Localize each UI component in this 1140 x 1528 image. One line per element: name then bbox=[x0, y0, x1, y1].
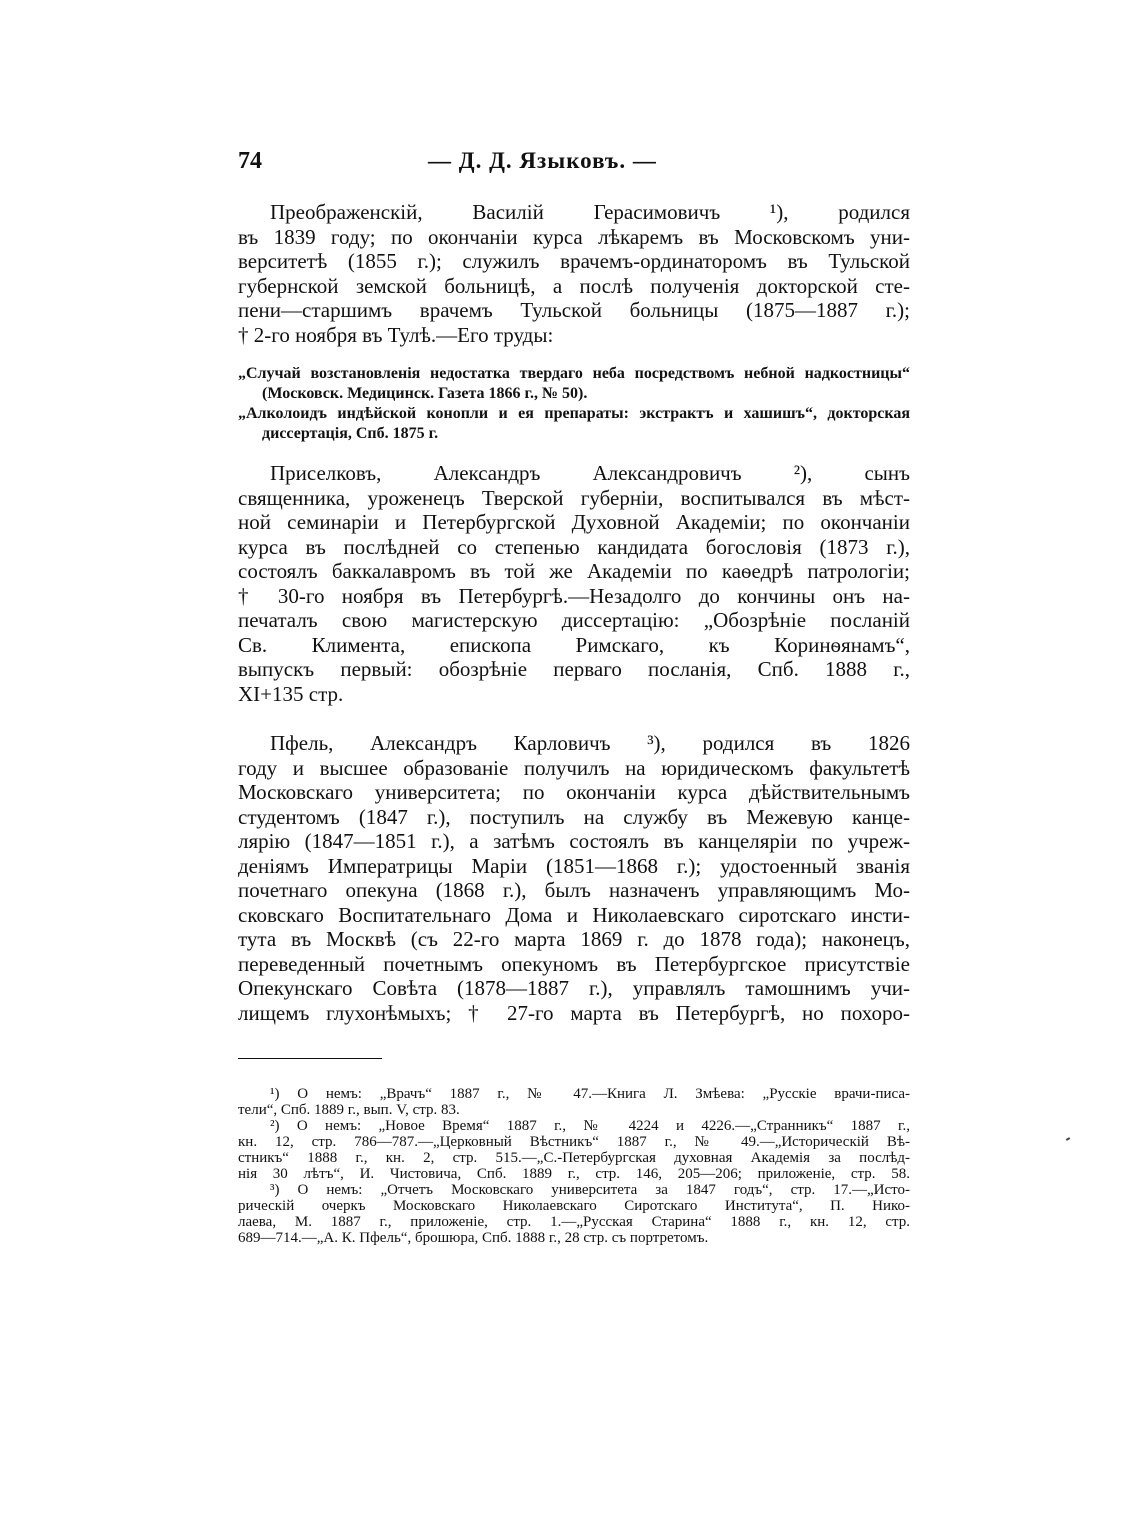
footnote-line: ³) О немъ: „Отчетъ Московскаго университета за 1847 годъ“, стр. 17.—„Исто- bbox=[270, 1182, 910, 1198]
works-list bbox=[238, 364, 910, 444]
footnote-line: нія 30 лѣтъ“, И. Чистовича, Спб. 1889 г., стр. 146, 205—206; приложеніе, стр. 58. bbox=[238, 1166, 910, 1182]
text-line: выпускъ первый: обозрѣніе перваго посланія, Спб. 1888 г., bbox=[238, 657, 910, 681]
page-header bbox=[238, 148, 918, 182]
text-line: Опекунскаго Совѣта (1878—1887 г.), управлялъ тамошнимъ учи- bbox=[238, 976, 910, 1000]
text-line: Св. Климента, епископа Римскаго, къ Коринѳянамъ“, bbox=[238, 632, 910, 657]
text-line: XI+135 стр. bbox=[238, 681, 344, 706]
text-line: губернской земской больницѣ, а послѣ полученія докторской сте- bbox=[238, 273, 910, 298]
text-line: почетнаго опекуна (1868 г.), былъ назначенъ управляющимъ Мо- bbox=[238, 878, 910, 902]
text-line: состоялъ баккалавромъ въ той же Академіи по каѳедрѣ патрологіи; bbox=[238, 559, 910, 583]
text-line: печаталъ свою магистерскую диссертацію: „Обозрѣніе посланій bbox=[238, 608, 910, 632]
text-line: лярію (1847—1851 г.), а затѣмъ состоялъ въ канцеляріи по учреж- bbox=[238, 829, 910, 853]
work-line: „Алколоидъ индѣйской конопли и ея препараты: экстрактъ и хашишъ“, докторская bbox=[238, 405, 910, 422]
work-line: диссертація, Спб. 1875 г. bbox=[262, 425, 439, 442]
text-line: студентомъ (1847 г.), поступилъ на службу въ Межевую канце- bbox=[238, 804, 910, 829]
footnote-line: 689—714.—„А. К. Пфель“, брошюра, Спб. 1888 г., 28 стр. съ портретомъ. bbox=[238, 1230, 709, 1246]
text-line: году и высшее образованіе получилъ на юридическомъ факультетѣ bbox=[238, 755, 910, 780]
work-line: (Московск. Медицинск. Газета 1866 г., № 50). bbox=[262, 385, 588, 402]
text-line: священника, уроженецъ Тверской губерніи, воспитывался въ мѣст- bbox=[238, 485, 910, 510]
footnote-line: тели“, Спб. 1889 г., вып. V, стр. 83. bbox=[238, 1102, 460, 1118]
entry-preobrazhensky bbox=[238, 200, 910, 347]
text-line: Пфель, Александръ Карловичъ ³), родился въ 1826 bbox=[270, 731, 910, 755]
work-line: „Случай возстановленія недостатка твердаго неба посредствомъ небной надкостницы“ bbox=[238, 365, 910, 382]
text-line: переведенный почетнымъ опекуномъ въ Петербургское присутствіе bbox=[238, 951, 910, 976]
footnote-line: лаева, М. 1887 г., приложеніе, стр. 1.—„Русская Старина“ 1888 г., кн. 12, стр. bbox=[238, 1214, 910, 1230]
running-head: — Д. Д. Языковъ. — bbox=[428, 148, 657, 173]
text-line: Московскаго университета; по окончаніи курса дѣйствительнымъ bbox=[238, 780, 910, 804]
text-line: Приселковъ, Александръ Александровичъ ²), сынъ bbox=[270, 461, 910, 485]
footnote-line: стникъ“ 1888 г., кн. 2, стр. 515.—„С.-Петербургская духовная Академія за послѣд- bbox=[238, 1150, 910, 1166]
page-number: 74 bbox=[238, 148, 262, 174]
text-line: ной семинаріи и Петербургской Духовной Академіи; по окончаніи bbox=[238, 510, 910, 534]
text-line: тута въ Москвѣ (съ 22-го марта 1869 г. до 1878 года); наконецъ, bbox=[238, 927, 910, 951]
footnote-rule bbox=[238, 1058, 382, 1059]
text-line: пени—старшимъ врачемъ Тульской больницы (1875—1887 г.); bbox=[238, 298, 910, 322]
footnote-line: ¹) О немъ: „Врачъ“ 1887 г., № 47.—Книга Л. Змѣева: „Русскіе врачи-писа- bbox=[270, 1086, 910, 1102]
text-line: лищемъ глухонѣмыхъ; † 27-го марта въ Петербургѣ, но похоро- bbox=[238, 1000, 910, 1025]
footnote-line: кн. 12, стр. 786—787.—„Церковный Вѣстникъ“ 1887 г., № 49.—„Историческій Вѣ- bbox=[238, 1134, 910, 1150]
entry-priselkov bbox=[238, 461, 910, 706]
text-line: Преображенскій, Василій Герасимовичъ ¹), родился bbox=[270, 200, 910, 224]
text-line: † 30-го ноября въ Петербургѣ.—Незадолго до кончины онъ на- bbox=[238, 583, 910, 608]
text-line: верситетѣ (1855 г.); служилъ врачемъ-ординаторомъ въ Тульской bbox=[238, 249, 910, 273]
text-line: деніямъ Императрицы Маріи (1851—1868 г.); удостоенный званія bbox=[238, 853, 910, 878]
text-line: въ 1839 году; по окончаніи курса лѣкаремъ въ Московскомъ уни- bbox=[238, 224, 910, 249]
entry-pfel bbox=[238, 731, 910, 1025]
scan-speck bbox=[1066, 1137, 1070, 1141]
footnote-line: рическій очеркъ Московскаго Николаевскаго Сиротскаго Института“, П. Нико- bbox=[238, 1198, 910, 1214]
text-line: † 2-го ноября въ Тулѣ.—Его труды: bbox=[238, 322, 554, 347]
footnote-line: ²) О немъ: „Новое Время“ 1887 г., № 4224 и 4226.—„Странникъ“ 1887 г., bbox=[270, 1118, 910, 1134]
text-line: сковскаго Воспитательнаго Дома и Николаевскаго сиротскаго инсти- bbox=[238, 902, 910, 927]
text-line: курса въ послѣдней со степенью кандидата богословія (1873 г.), bbox=[238, 534, 910, 559]
footnotes bbox=[238, 1086, 910, 1246]
